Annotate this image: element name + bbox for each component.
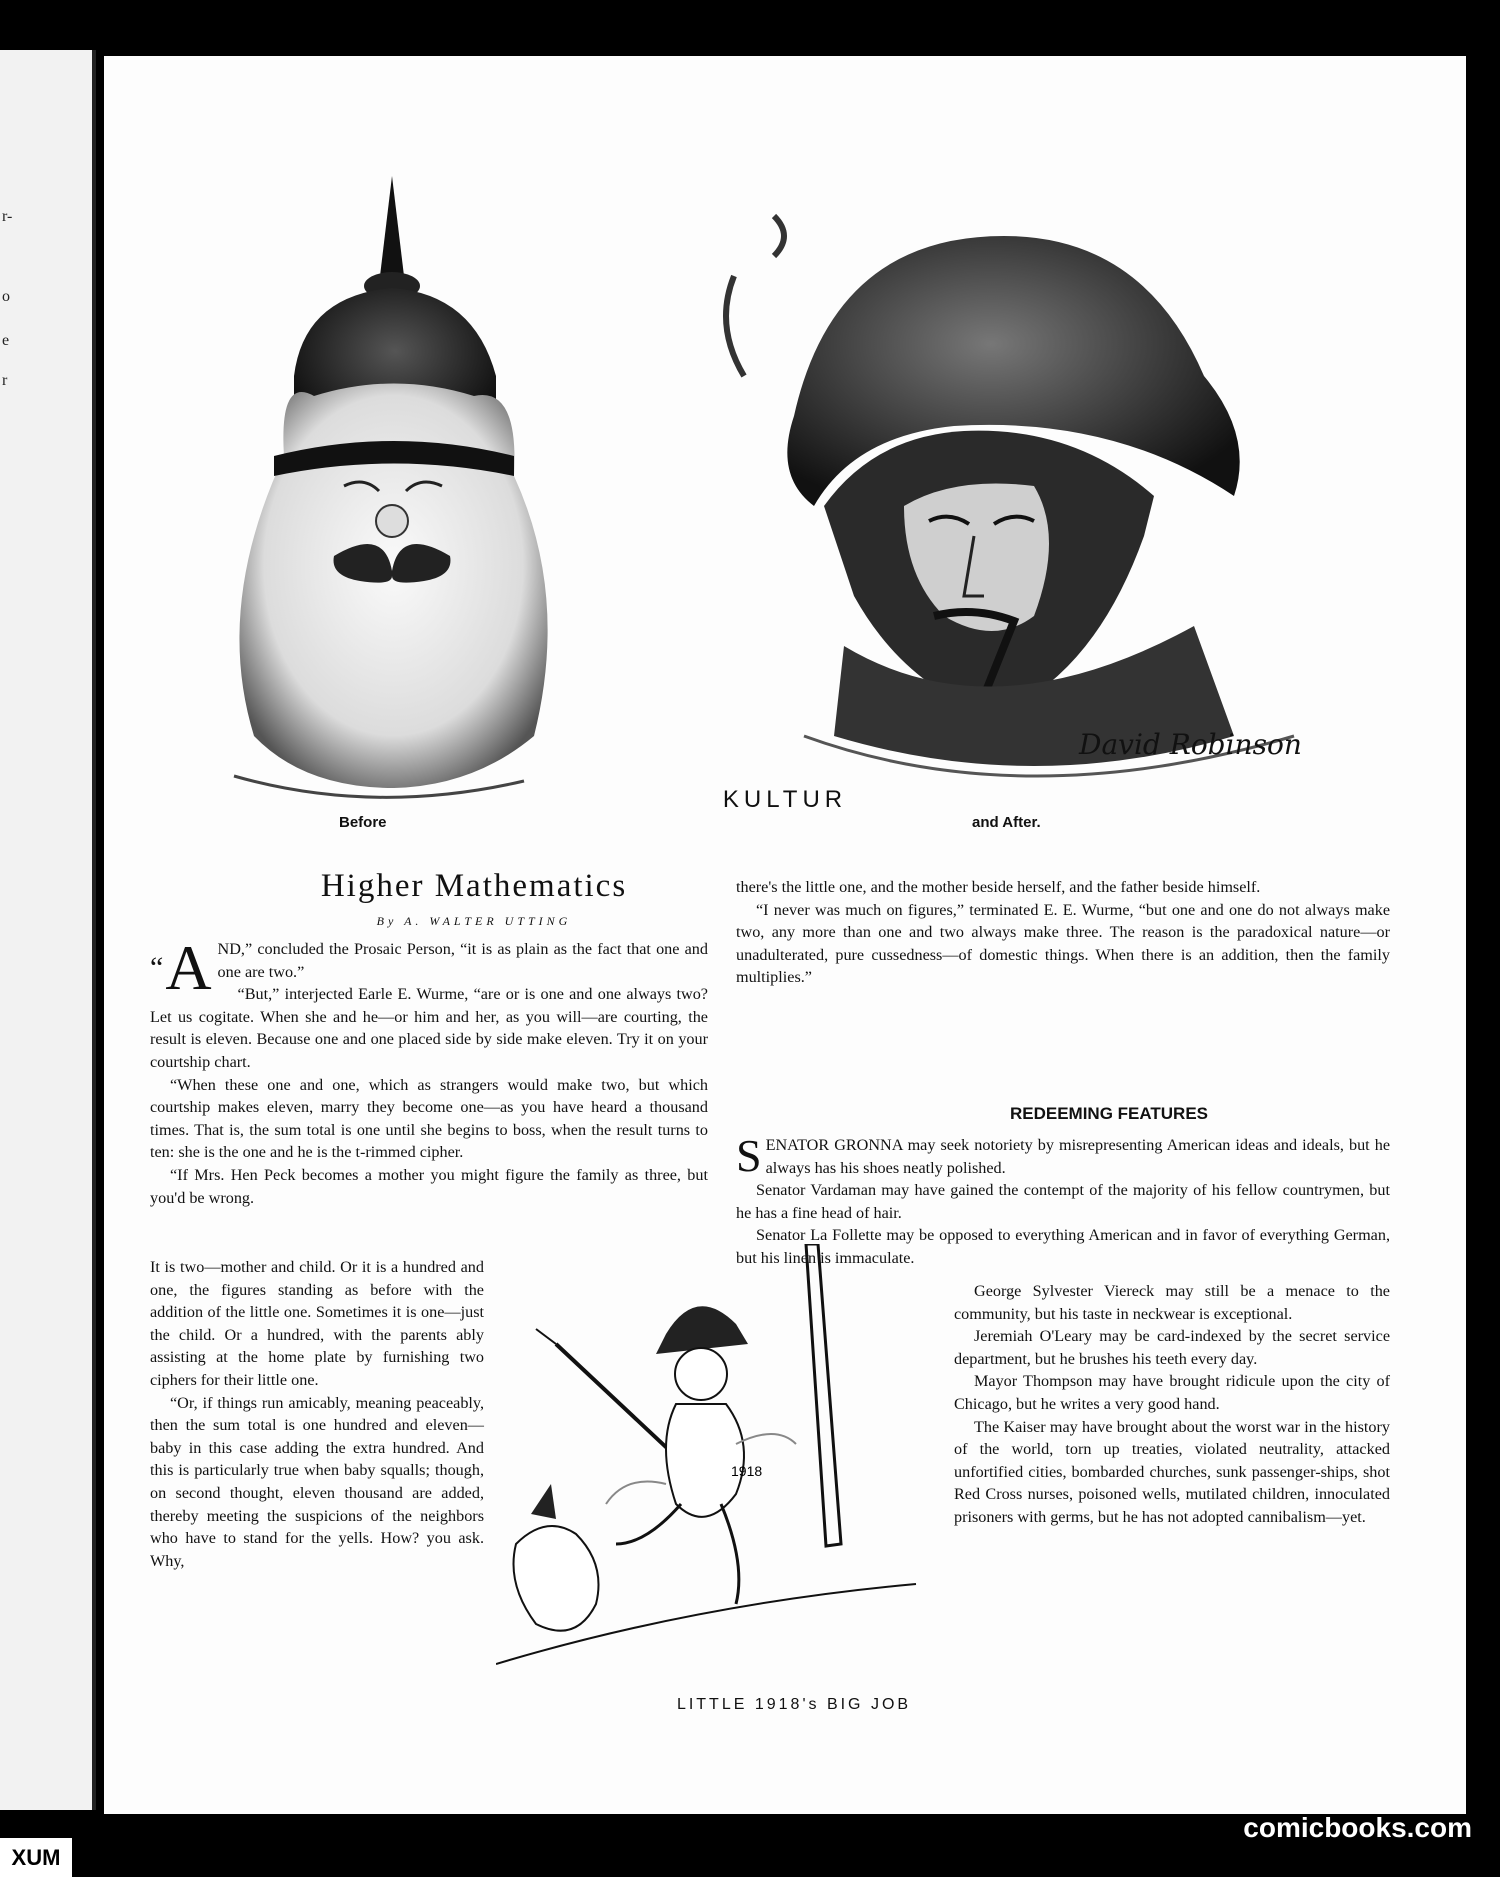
redeeming-paragraph: Jeremiah O'Leary may be card-indexed by the secret service department, but he brushes his teeth every day. [954, 1327, 1390, 1368]
kultur-title: KULTUR [722, 786, 848, 813]
magazine-page [104, 56, 1466, 1814]
redeeming-paragraph: Mayor Thompson may have brought ridicule upon the city of Chicago, but he writes a very good hand. [954, 1372, 1390, 1413]
article-column-left-top [150, 932, 708, 1209]
article-title: Higher Mathematics [320, 868, 628, 904]
drop-cap: “A [150, 932, 212, 1003]
little-1918-cartoon [496, 1244, 946, 1684]
redeeming-paragraph: The Kaiser may have brought about the worst war in the history of the world, torn up treaties, violated neutrality, attacked unfortified cities, bombarded churches, sunk passenger-ships, shot Red Cross nurses, poisoned wells, mutilated children, innoculated prisoners with germs, but he has not adopted cannibalism—yet. [954, 1417, 1390, 1526]
left-page-fragment: r [2, 372, 8, 389]
corner-label: XUM [0, 1838, 72, 1877]
redeeming-paragraph: SENATOR GRONNA may seek notoriety by misrepresenting American ideas and ideals, but he always has his shoes neatly polished. [736, 1130, 1390, 1181]
left-page-fragment: o [2, 288, 10, 305]
article-paragraph: It is two—mother and child. Or it is a hundred and one, the figures standing as before with the addition of the little one. Sometimes it is one—just the child. Or a hundred, with the parents ably assisting at the home plate by furnishing two ciphers for their little one. [150, 1258, 484, 1389]
before-kaiser-illustration [174, 176, 594, 806]
article-opening-paragraph: “A ND,” concluded the Prosaic Person, “it is as plain as the fact that one and one are two.” [150, 932, 708, 1003]
drop-cap: S [736, 1130, 762, 1181]
article-paragraph: “If Mrs. Hen Peck becomes a mother you might figure the family as three, but you'd be wrong. [150, 1165, 708, 1207]
article-paragraph: “I never was much on figures,” terminated E. E. Wurme, “but one and one do not always make two, any more than one and two always make three. The reason is the paradoxical nature—or unadulterated, pure cussedness—of domestic things. When there is an addition, then the family multiplies.” [736, 900, 1390, 987]
article-paragraph: “But,” interjected Earle E. Wurme, “are or is one and one always two? Let us cogitate. When she and he—or him and her, as you will—are courting, the result is eleven. Because one and one placed side by side make eleven. Try it on your courtship chart. [150, 985, 708, 1071]
cartoon-caption: LITTLE 1918's BIG JOB [676, 1696, 912, 1713]
cherub-year-label: 1918 [731, 1463, 763, 1479]
after-caption: and After. [972, 814, 1041, 831]
article-paragraph: “When these one and one, which as strangers would make two, but which courtship makes eleven, marry they become one—as you have heard a thousand times. That is, the sum total is one until she begins to boss, when the result turns to ten: she is the one and he is the t-rimmed cipher. [150, 1075, 708, 1162]
before-caption: Before [339, 814, 387, 831]
article-byline: By A. WALTER UTTING [376, 914, 572, 928]
article-paragraph: “Or, if things run amicably, meaning peaceably, then the sum total is one hundred and eleven—baby in this case adding the extra hundred. And this is particularly true when baby squalls; though, on second thought, eleven thousand are added, thereby meeting the suspicions of the neighbors who have to stand for the yells. How? you ask. Why, [150, 1393, 484, 1570]
article-column-right [736, 876, 1390, 989]
left-page-edge [0, 50, 96, 1810]
artist-signature: David Robinson [1079, 728, 1302, 761]
article-column-left-narrow [150, 1256, 484, 1572]
redeeming-paragraph: George Sylvester Viereck may still be a menace to the community, but his taste in neckwear is exceptional. [954, 1282, 1390, 1323]
article-paragraph: there's the little one, and the mother beside herself, and the father beside himself. [736, 878, 1261, 896]
redeeming-paragraph: Senator La Follette may be opposed to everything American and in favor of everything German, but his linen is immaculate. [736, 1226, 1390, 1267]
redeeming-column-narrow [954, 1280, 1390, 1529]
section-heading: REDEEMING FEATURES [1009, 1104, 1209, 1123]
redeeming-paragraph: Senator Vardaman may have gained the contempt of the majority of his fellow countrymen, but he has a fine head of hair. [736, 1181, 1390, 1222]
watermark: comicbooks.com [1243, 1812, 1472, 1843]
after-soldier-illustration [674, 176, 1374, 816]
left-page-fragment: r- [2, 208, 13, 225]
left-page-fragment: e [2, 332, 10, 349]
